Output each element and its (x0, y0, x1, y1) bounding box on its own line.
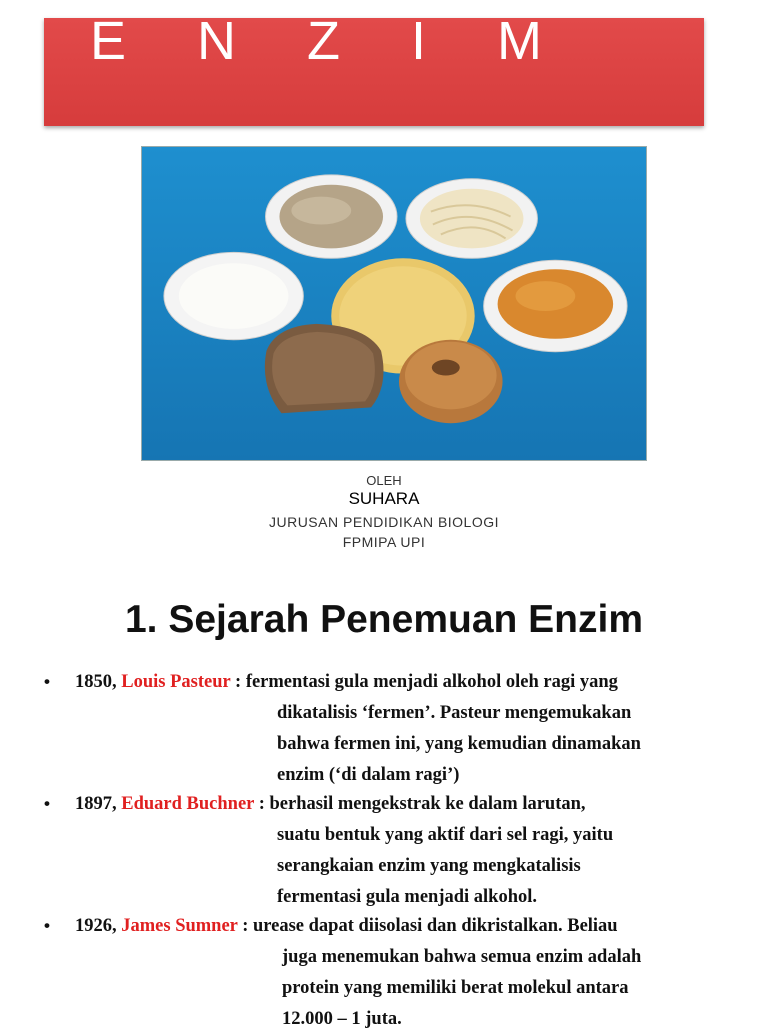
bullet: • (44, 672, 50, 691)
department-name: JURUSAN PENDIDIKAN BIOLOGI (268, 514, 500, 530)
item-text-line: dikatalisis ‘fermen’. Pasteur mengemukakan (277, 703, 632, 723)
item-text-line: suatu bentuk yang aktif dari sel ragi, yaitu (277, 825, 614, 845)
item-text-line: fermentasi gula menjadi alkohol. (277, 887, 538, 907)
scientist-name: Eduard Buchner (121, 794, 255, 814)
item-text-line: urease dapat diisolasi dan dikristalkan. Beliau (252, 916, 618, 936)
title-banner (44, 18, 704, 126)
bullet: • (44, 916, 50, 935)
scientist-name: Louis Pasteur (121, 672, 231, 692)
item-year: 1926, (75, 916, 122, 936)
author-name: SUHARA (348, 489, 420, 508)
item-text-line: berhasil mengekstrak ke dalam larutan, (269, 794, 586, 814)
slide-title: E N Z I M (90, 18, 570, 71)
item-year: 1897, (75, 794, 122, 814)
item-text-line: juga menemukan bahwa semua enzim adalah (282, 947, 642, 967)
item-first-line (75, 672, 618, 693)
by-label: OLEH (366, 473, 402, 488)
item-text-line: serangkaian enzim yang mengkatalisis (277, 856, 581, 876)
section-heading: 1. Sejarah Penemuan Enzim (124, 598, 644, 641)
faculty-name: FPMIPA UPI (342, 534, 426, 550)
item-separator: : (237, 916, 253, 936)
item-separator: : (254, 794, 270, 814)
item-text-line: 12.000 – 1 juta. (282, 1009, 402, 1029)
item-first-line (75, 794, 586, 815)
food-photo (141, 146, 647, 461)
bullet: • (44, 794, 50, 813)
item-text-line: protein yang memiliki berat molekul antara (282, 978, 629, 998)
item-text-line: fermentasi gula menjadi alkohol oleh ragi yang (245, 672, 618, 692)
item-year: 1850, (75, 672, 122, 692)
scientist-name: James Sumner (121, 916, 238, 936)
item-first-line (75, 916, 618, 937)
item-text-line: enzim (‘di dalam ragi’) (277, 765, 460, 785)
item-separator: : (230, 672, 246, 692)
item-text-line: bahwa fermen ini, yang kemudian dinamakan (277, 734, 641, 754)
